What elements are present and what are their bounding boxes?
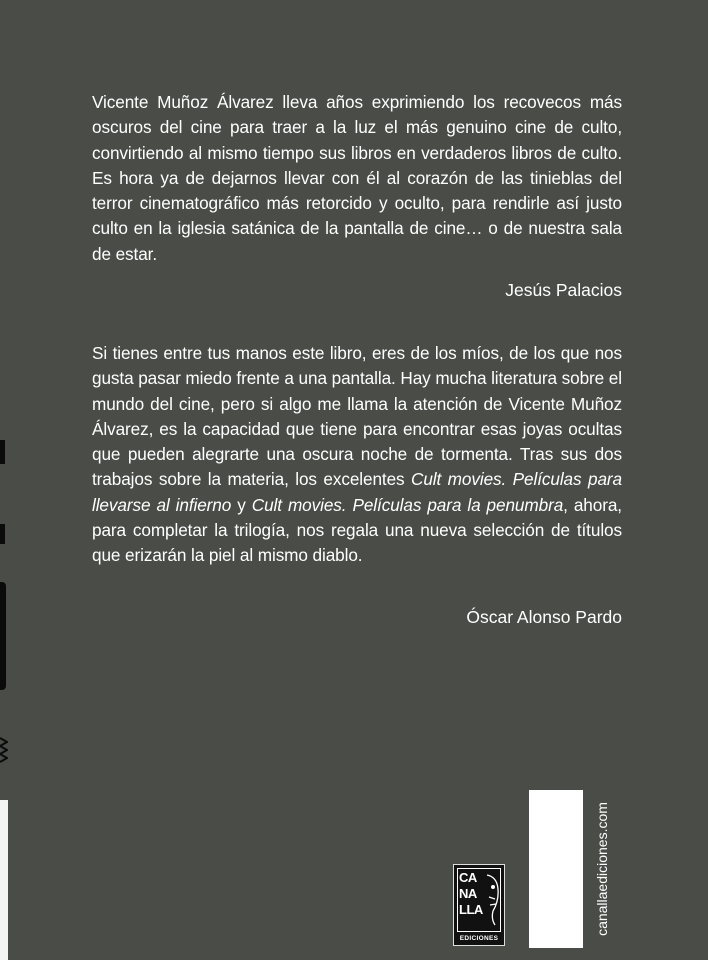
logo-word: LLA [459, 902, 483, 917]
spine-edge-ornament [0, 736, 6, 766]
logo-subtitle: EDICIONES [459, 935, 499, 942]
review-1-segment: Vicente Muñoz Álvarez lleva años exprimiendo los recovecos más oscuros del cine para traer a la luz el más genuino cine de culto, convirtiendo al mismo tiempo sus libros en verdaderos libros de culto. Es hora ya de dejarnos llevar con él al corazón de las tinieblas del terror cinematográfico más retorcido y oculto, para rendirle así justo culto en la iglesia satánica de la pantalla de cine… o de nuestra sala de estar. [92, 92, 622, 264]
publisher-logo [453, 864, 505, 946]
barcode-area [529, 790, 583, 948]
spine-edge-mark [0, 582, 6, 690]
spine-edge-mark [0, 440, 5, 464]
book-title-2: Cult movies. Películas para la penumbra [251, 494, 564, 515]
review-1-text [92, 90, 622, 267]
website-text: canallaediciones.com [594, 802, 610, 936]
review-2-segment: , ahora, para completar la trilogía, nos regala una nueva selección de títulos que erizarán la piel al mismo diablo. [92, 494, 622, 566]
logo-face-icon [483, 871, 501, 927]
review-2-text [92, 341, 622, 569]
book-title-1: Cult movies. Películas para llevarse al infierno [92, 469, 622, 515]
spine-edge-mark [0, 524, 5, 544]
review-1-author: Jesús Palacios [505, 280, 622, 300]
logo-word: NA [459, 886, 477, 901]
logo-word: CA [459, 870, 477, 885]
spine-edge-panel [0, 800, 8, 960]
review-2-segment: Si tienes entre tus manos este libro, eres de los míos, de los que nos gusta pasar miedo frente a una pantalla. Hay mucha literatura sobre el mundo del cine, pero si algo me llama la atención de Vicente Muñoz Álvarez, es la capacidad que tiene para encontrar esas joyas ocultas que pueden alegrarte una oscura noche de tormenta. Tras sus dos trabajos sobre la materia, los excelentes [92, 343, 622, 490]
review-2-author: Óscar Alonso Pardo [466, 607, 622, 627]
review-2-segment: y [231, 494, 252, 515]
publisher-website [582, 790, 622, 948]
